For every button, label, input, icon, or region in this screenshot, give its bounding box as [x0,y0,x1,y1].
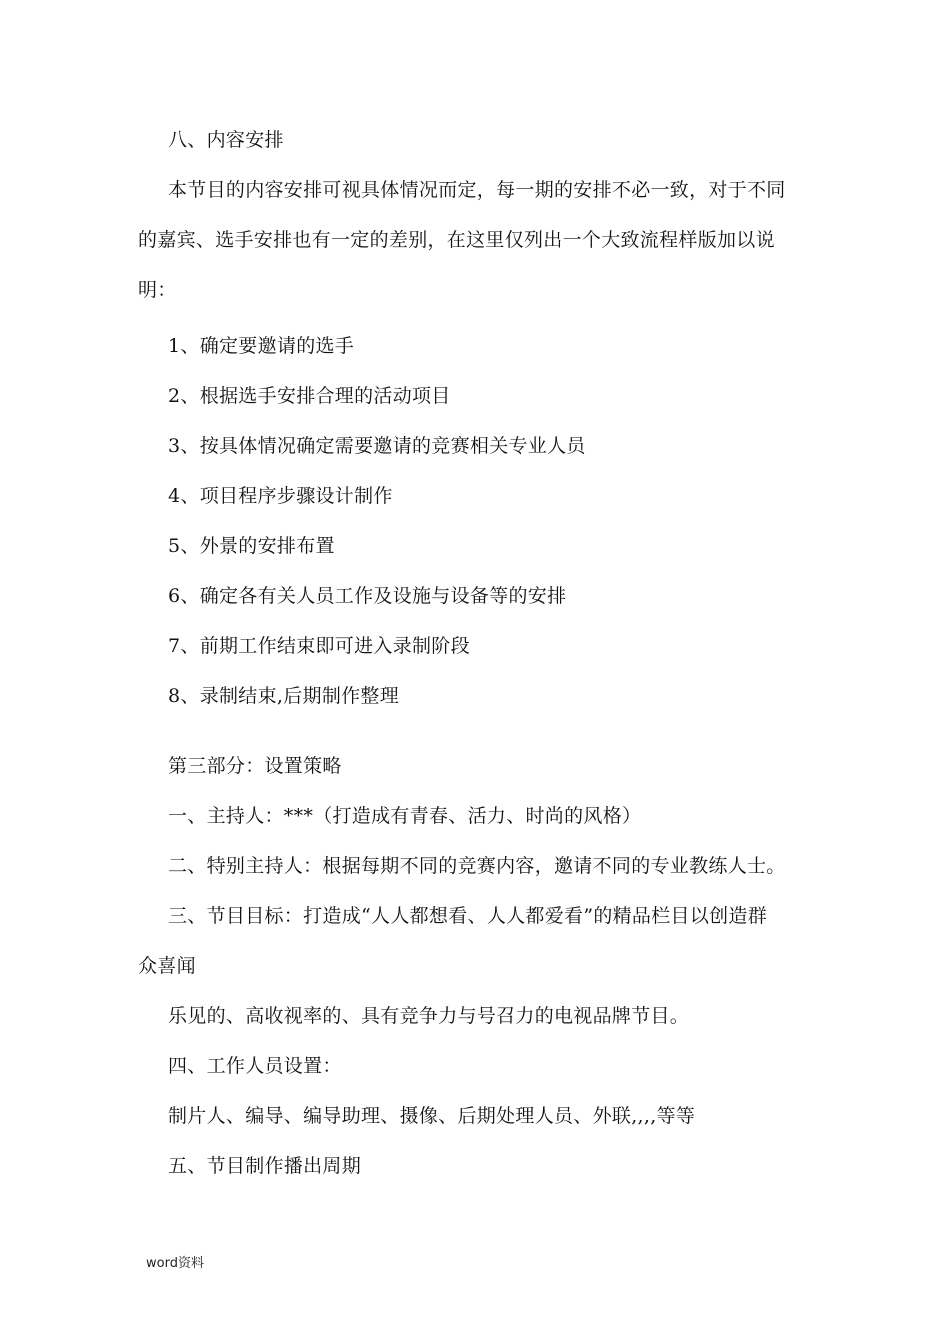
page-footer: word资料 [146,1256,204,1271]
part-heading: 第三部分：设置策略 [168,755,342,777]
list-item: 5、外景的安排布置 [168,535,335,557]
list-item: 6、确定各有关人员工作及设施与设备等的安排 [168,585,567,607]
paragraph-line: 四、工作人员设置： [168,1055,342,1077]
section-heading: 八、内容安排 [168,129,284,151]
list-item: 3、按具体情况确定需要邀请的竞赛相关专业人员 [168,435,586,457]
paragraph-line: 五、节目制作播出周期 [168,1155,362,1177]
paragraph-line: 明： [138,279,177,301]
paragraph-line: 制片人、编导、编导助理、摄像、后期处理人员、外联,,,,等等 [168,1105,696,1127]
list-item: 7、前期工作结束即可进入录制阶段 [168,635,470,657]
paragraph-line: 的嘉宾、选手安排也有一定的差别，在这里仅列出一个大致流程样版加以说 [138,229,775,251]
list-item: 2、根据选手安排合理的活动项目 [168,385,451,407]
paragraph-line: 本节目的内容安排可视具体情况而定，每一期的安排不必一致，对于不同 [168,179,786,201]
list-item: 4、项目程序步骤设计制作 [168,485,393,507]
paragraph-line: 众喜闻 [138,955,196,977]
list-item: 8、录制结束,后期制作整理 [168,685,400,707]
paragraph-line: 三、节目目标：打造成“人人都想看、人人都爱看”的精品栏目以创造群 [168,905,768,927]
paragraph-line: 一、主持人：***（打造成有青春、活力、时尚的风格） [168,805,642,827]
paragraph-line: 乐见的、高收视率的、具有竞争力与号召力的电视品牌节目。 [168,1005,690,1027]
list-item: 1、确定要邀请的选手 [168,335,355,357]
paragraph-line: 二、特别主持人：根据每期不同的竞赛内容，邀请不同的专业教练人士。 [168,855,786,877]
